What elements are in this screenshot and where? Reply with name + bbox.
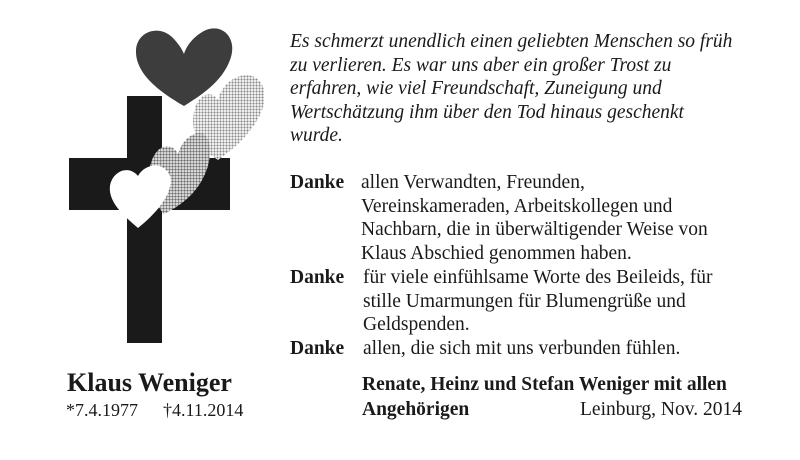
thanks-text: allen, die sich mit uns verbunden fühlen. <box>363 338 681 359</box>
heart-icon <box>136 28 232 106</box>
deceased-name: Klaus Weniger <box>67 368 232 397</box>
birth-date: *7.4.1977 <box>66 400 138 420</box>
cross-with-hearts-emblem <box>0 0 290 360</box>
mourners-signature: Renate, Heinz und Stefan Weniger mit allen Angehörigen <box>362 374 727 420</box>
place-and-date: Leinburg, Nov. 2014 <box>580 399 742 420</box>
thanks-word: Danke <box>290 172 345 193</box>
thanks-text: für viele einfühlsame Worte des Beileids, für stille Umarmungen für Blumengrüße und Geldspenden. <box>363 267 713 336</box>
thanks-text: allen Verwandten, Freunden, Vereinskameraden, Arbeitskollegen und Nachbarn, die in überwältigender Weise von Klaus Abschied genommen haben. <box>361 172 708 264</box>
thanks-word: Danke <box>290 338 345 359</box>
memorial-quote: Es schmerzt unendlich einen geliebten Menschen so früh zu verlieren. Es war uns aber ein großer Trost zu erfahren, wie viel Freundschaft, Zuneigung und Wertschätzung ihm über den Tod hinaus geschenkt wurde. <box>290 31 733 147</box>
thanks-word: Danke <box>290 267 345 288</box>
death-date: †4.11.2014 <box>163 400 244 420</box>
